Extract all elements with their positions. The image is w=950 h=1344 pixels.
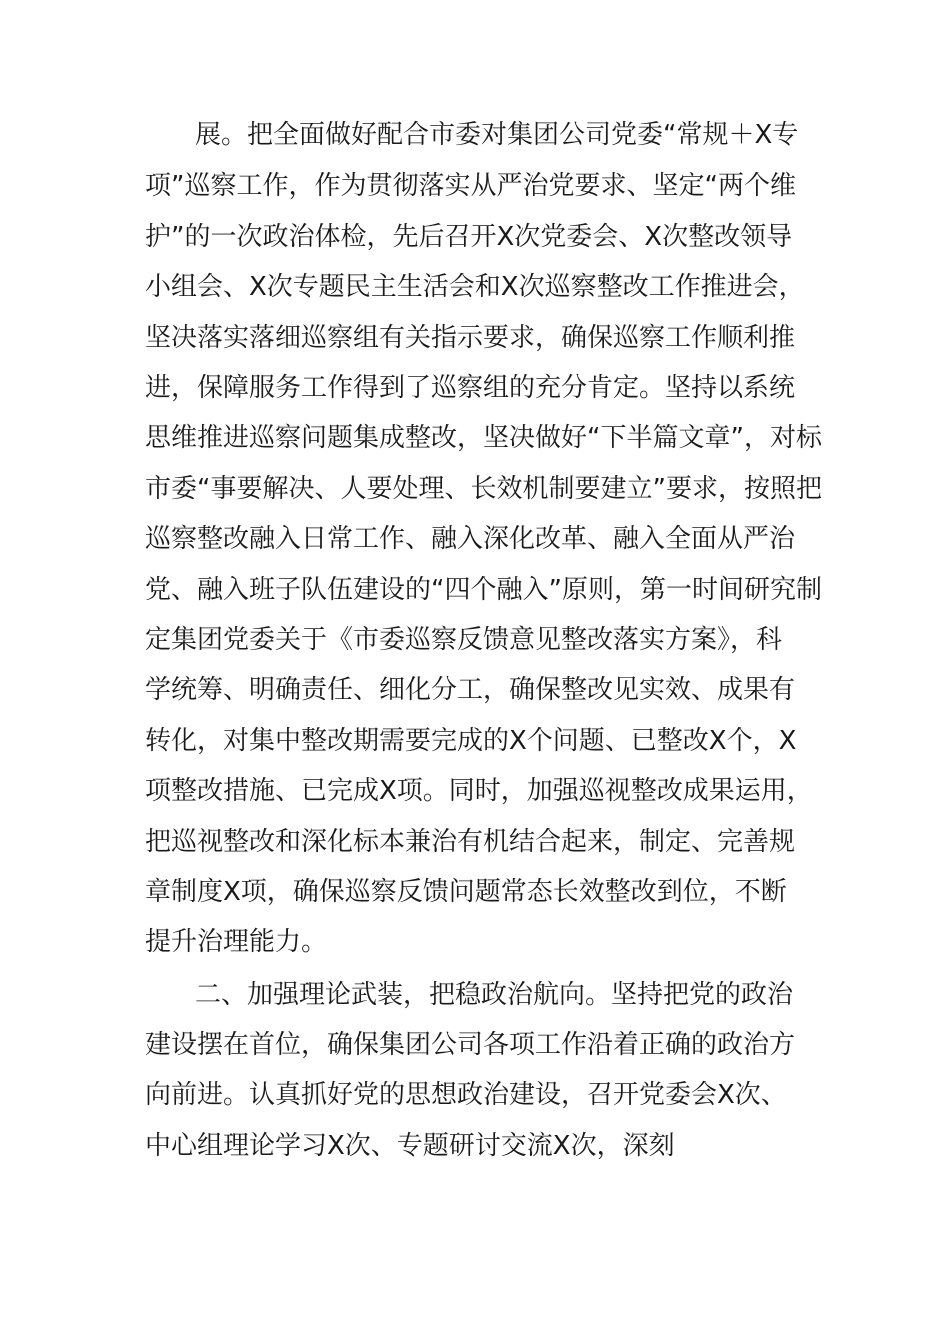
paragraph-line: 把巡视整改和深化标本兼治有机结合起来，制定、完善规	[145, 827, 796, 857]
paragraph-line: 进，保障服务工作得到了巡察组的充分肯定。坚持以系统	[145, 373, 796, 403]
paragraph-line: 学统筹、明确责任、细化分工，确保整改见实效、成果有	[145, 675, 796, 705]
paragraph-line: 党、融入班子队伍建设的“四个融入”原则，第一时间研究制	[145, 575, 822, 605]
paragraph-line: 定集团党委关于《市委巡察反馈意见整改落实方案》，科	[145, 625, 783, 655]
paragraph-line: 建设摆在首位，确保集团公司各项工作沿着正确的政治方	[145, 1030, 796, 1060]
paragraph-line: 坚决落实落细巡察组有关指示要求，确保巡察工作顺利推	[145, 323, 796, 353]
paragraph-line: 项”巡察工作，作为贯彻落实从严治党要求、坚定“两个维	[145, 171, 796, 201]
paragraph-line: 中心组理论学习X次、专题研讨交流X次，深刻	[145, 1131, 675, 1161]
paragraph-line: 项整改措施、已完成X项。同时，加强巡视整改成果运用，	[145, 776, 813, 806]
paragraph-line: 市委“事要解决、人要处理、长效机制要建立”要求，按照把	[145, 474, 822, 504]
paragraph-line: 章制度X项，确保巡察反馈问题常态长效整改到位，不断	[145, 877, 787, 907]
paragraph-line: 向前进。认真抓好党的思想政治建设，召开党委会X次、	[145, 1080, 787, 1110]
paragraph-line: 护”的一次政治体检，先后召开X次党委会、X次整改领导	[145, 222, 793, 252]
paragraph-line: 思维推进巡察问题集成整改，坚决做好“下半篇文章”，对标	[145, 423, 822, 453]
paragraph-line: 二、加强理论武装，把稳政治航向。坚持把党的政治	[195, 980, 794, 1010]
paragraph-line: 提升治理能力。	[145, 927, 328, 957]
paragraph-line: 巡察整改融入日常工作、融入深化改革、融入全面从严治	[145, 524, 796, 554]
paragraph-line: 展。把全面做好配合市委对集团公司党委“常规＋X专	[195, 120, 799, 150]
paragraph-line: 小组会、X次专题民主生活会和X次巡察整改工作推进会，	[145, 272, 805, 302]
paragraph-line: 转化，对集中整改期需要完成的X个问题、已整改X个，X	[145, 726, 797, 756]
